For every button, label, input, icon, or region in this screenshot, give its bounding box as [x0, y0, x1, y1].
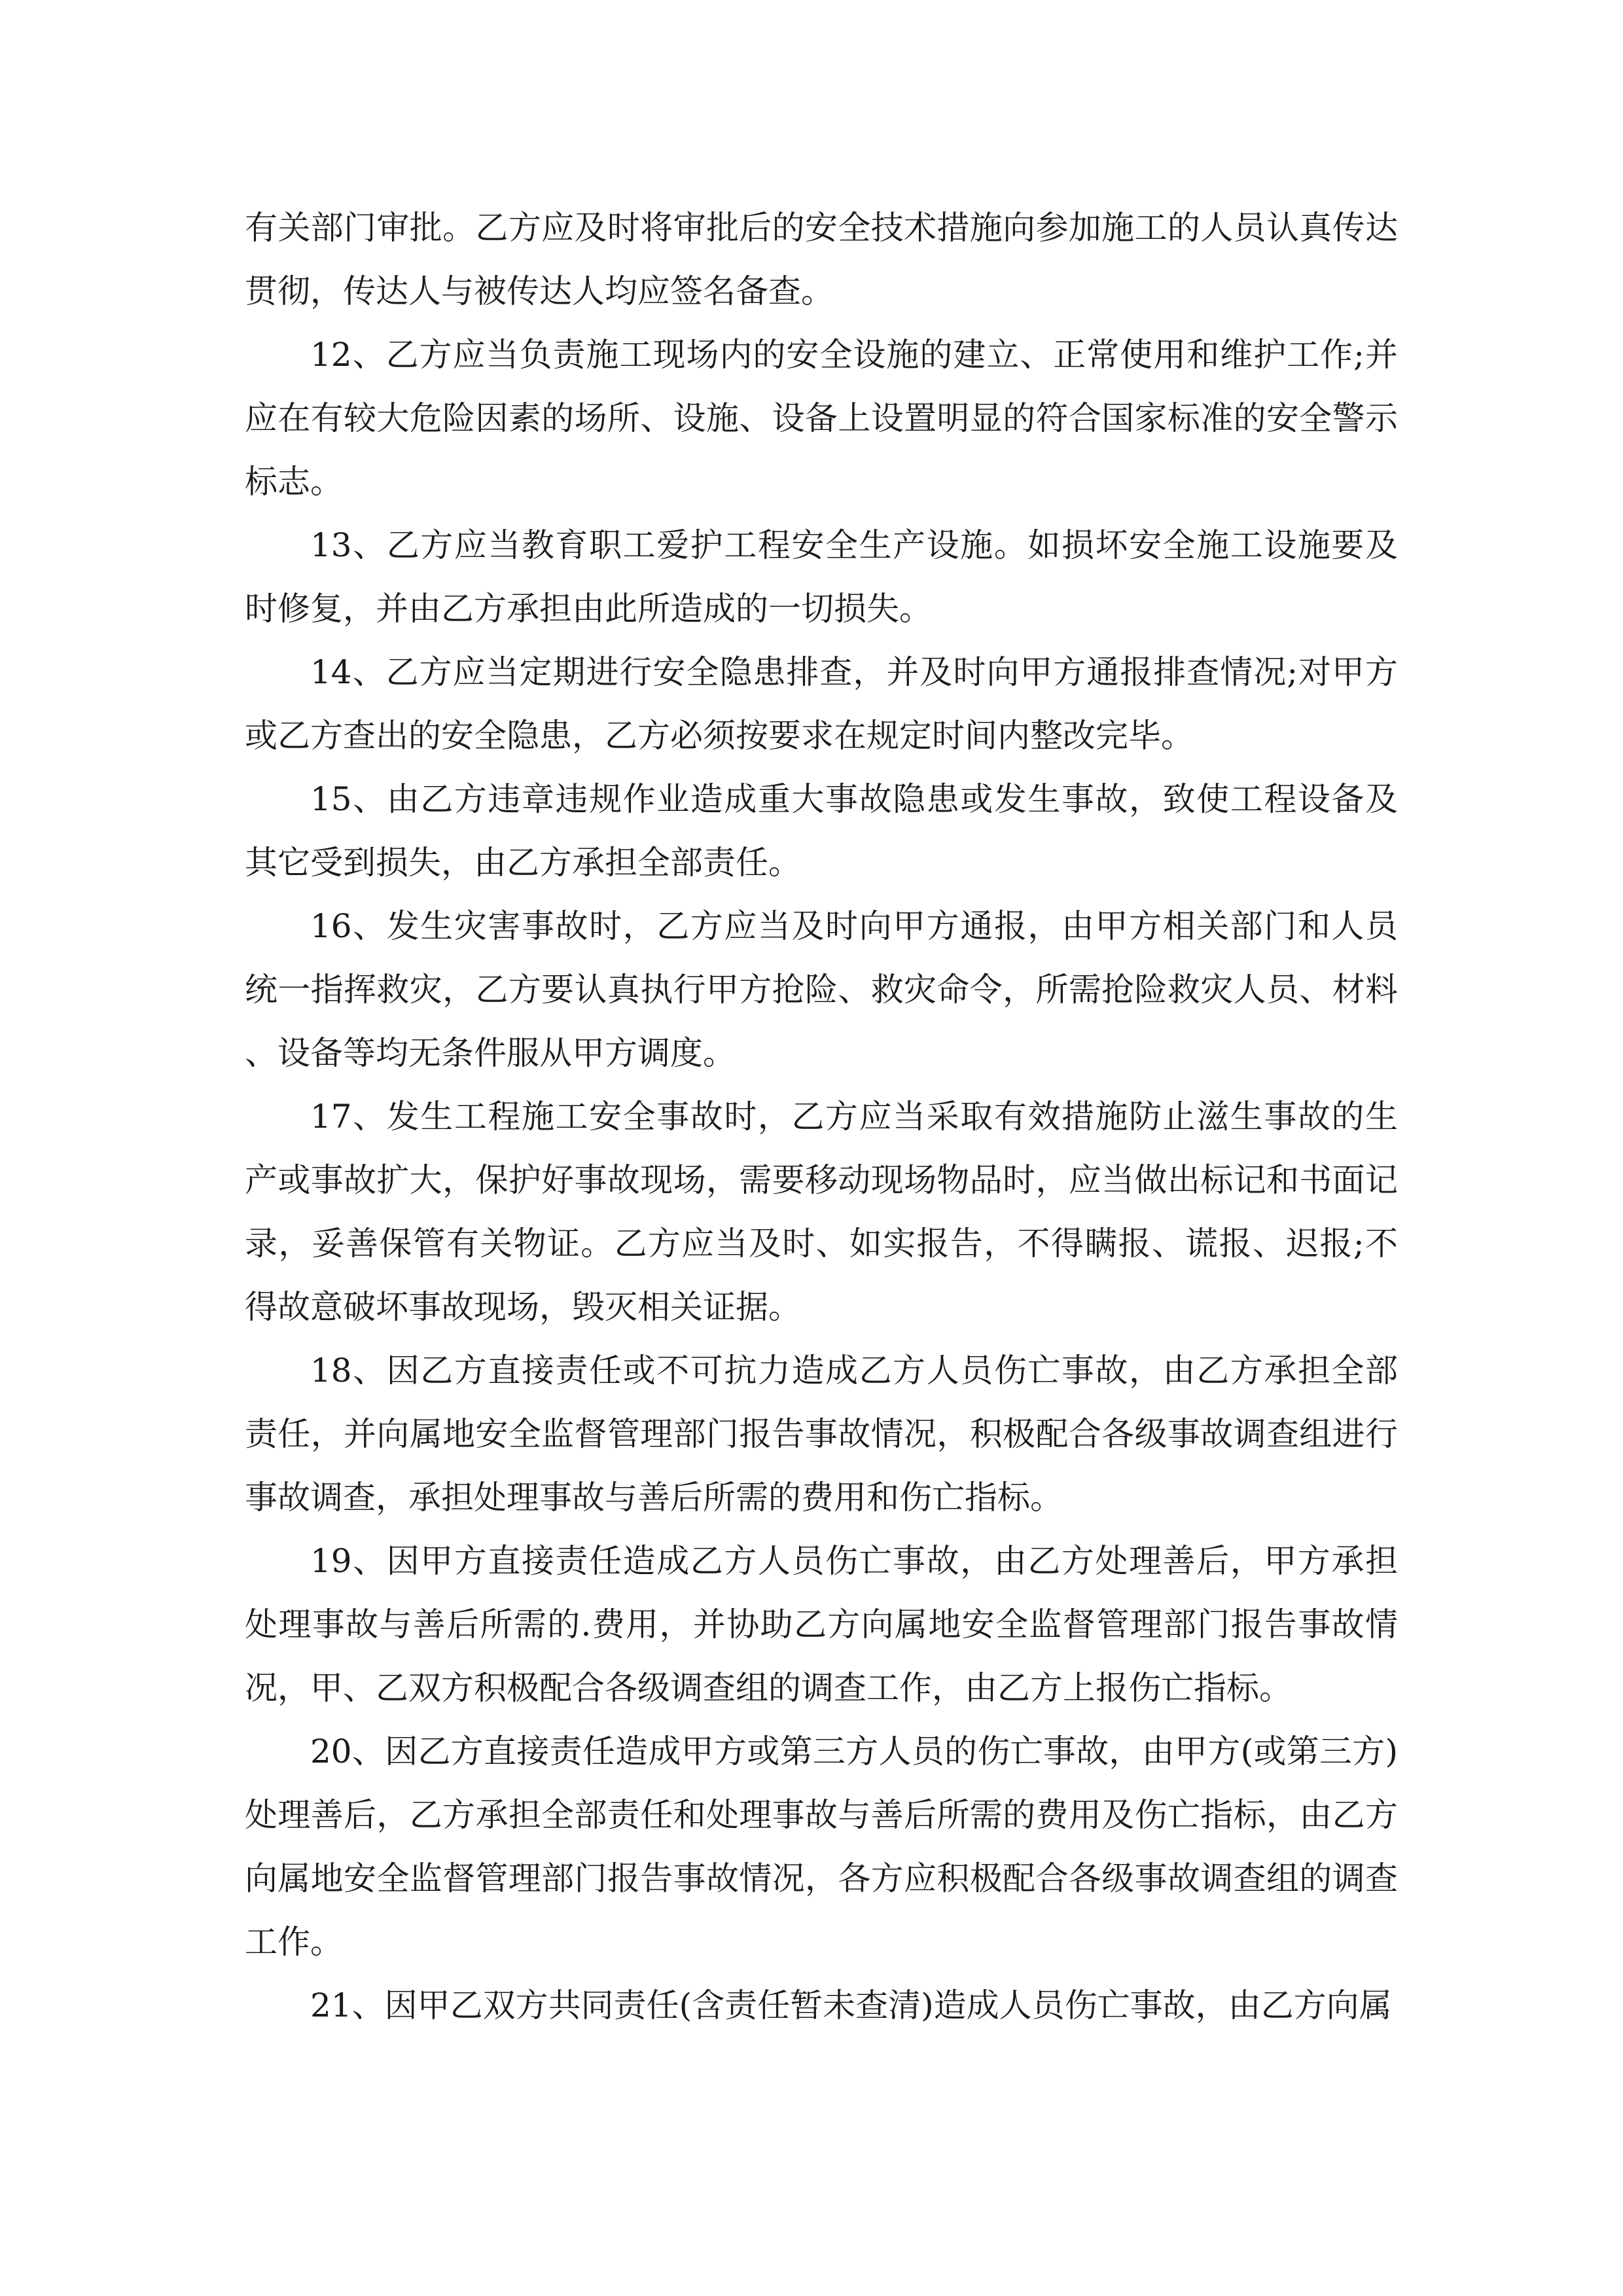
paragraph-17: 17、发生工程施工安全事故时，乙方应当采取有效措施防止滋生事故的生产或事故扩大，保护好事故现场，需要移动现场物品时，应当做出标记和书面记录，妥善保管有关物证。乙方应当及时、如实报告，不得瞒报、谎报、迟报;不得故意破坏事故现场，毁灭相关证据。: [245, 1098, 1398, 1326]
paragraph-continuation: 有关部门审批。乙方应及时将审批后的安全技术措施向参加施工的人员认真传达贯彻，传达人与被传达人均应签名备查。: [245, 209, 1398, 310]
paragraph-15: 15、由乙方违章违规作业造成重大事故隐患或发生事故，致使工程设备及其它受到损失，由乙方承担全部责任。: [245, 780, 1398, 882]
paragraph-14: 14、乙方应当定期进行安全隐患排查，并及时向甲方通报排查情况;对甲方或乙方查出的安全隐患，乙方必须按要求在规定时间内整改完毕。: [245, 653, 1398, 755]
paragraph-18: 18、因乙方直接责任或不可抗力造成乙方人员伤亡事故，由乙方承担全部责任，并向属地安全监督管理部门报告事故情况，积极配合各级事故调查组进行事故调查，承担处理事故与善后所需的费用和伤亡指标。: [245, 1352, 1398, 1516]
paragraph-16: 16、发生灾害事故时，乙方应当及时向甲方通报，由甲方相关部门和人员统一指挥救灾，乙方要认真执行甲方抢险、救灾命令，所需抢险救灾人员、材料、设备等均无条件服从甲方调度。: [245, 907, 1398, 1072]
document-body: [245, 196, 1398, 2037]
paragraph-13: 13、乙方应当教育职工爱护工程安全生产设施。如损坏安全施工设施要及时修复，并由乙方承担由此所造成的一切损失。: [245, 526, 1398, 628]
paragraph-12: 12、乙方应当负责施工现场内的安全设施的建立、正常使用和维护工作;并应在有较大危险因素的场所、设施、设备上设置明显的符合国家标准的安全警示标志。: [245, 336, 1398, 501]
paragraph-19: 19、因甲方直接责任造成乙方人员伤亡事故，由乙方处理善后，甲方承担处理事故与善后所需的.费用，并协助乙方向属地安全监督管理部门报告事故情况，甲、乙双方积极配合各级调查组的调查工作，由乙方上报伤亡指标。: [245, 1542, 1398, 1707]
paragraph-20: 20、因乙方直接责任造成甲方或第三方人员的伤亡事故，由甲方(或第三方)处理善后，乙方承担全部责任和处理事故与善后所需的费用及伤亡指标，由乙方向属地安全监督管理部门报告事故情况，各方应积极配合各级事故调查组的调查工作。: [245, 1732, 1398, 1961]
paragraph-21: 21、因甲乙双方共同责任(含责任暂未查清)造成人员伤亡事故，由乙方向属: [310, 1986, 1392, 2024]
